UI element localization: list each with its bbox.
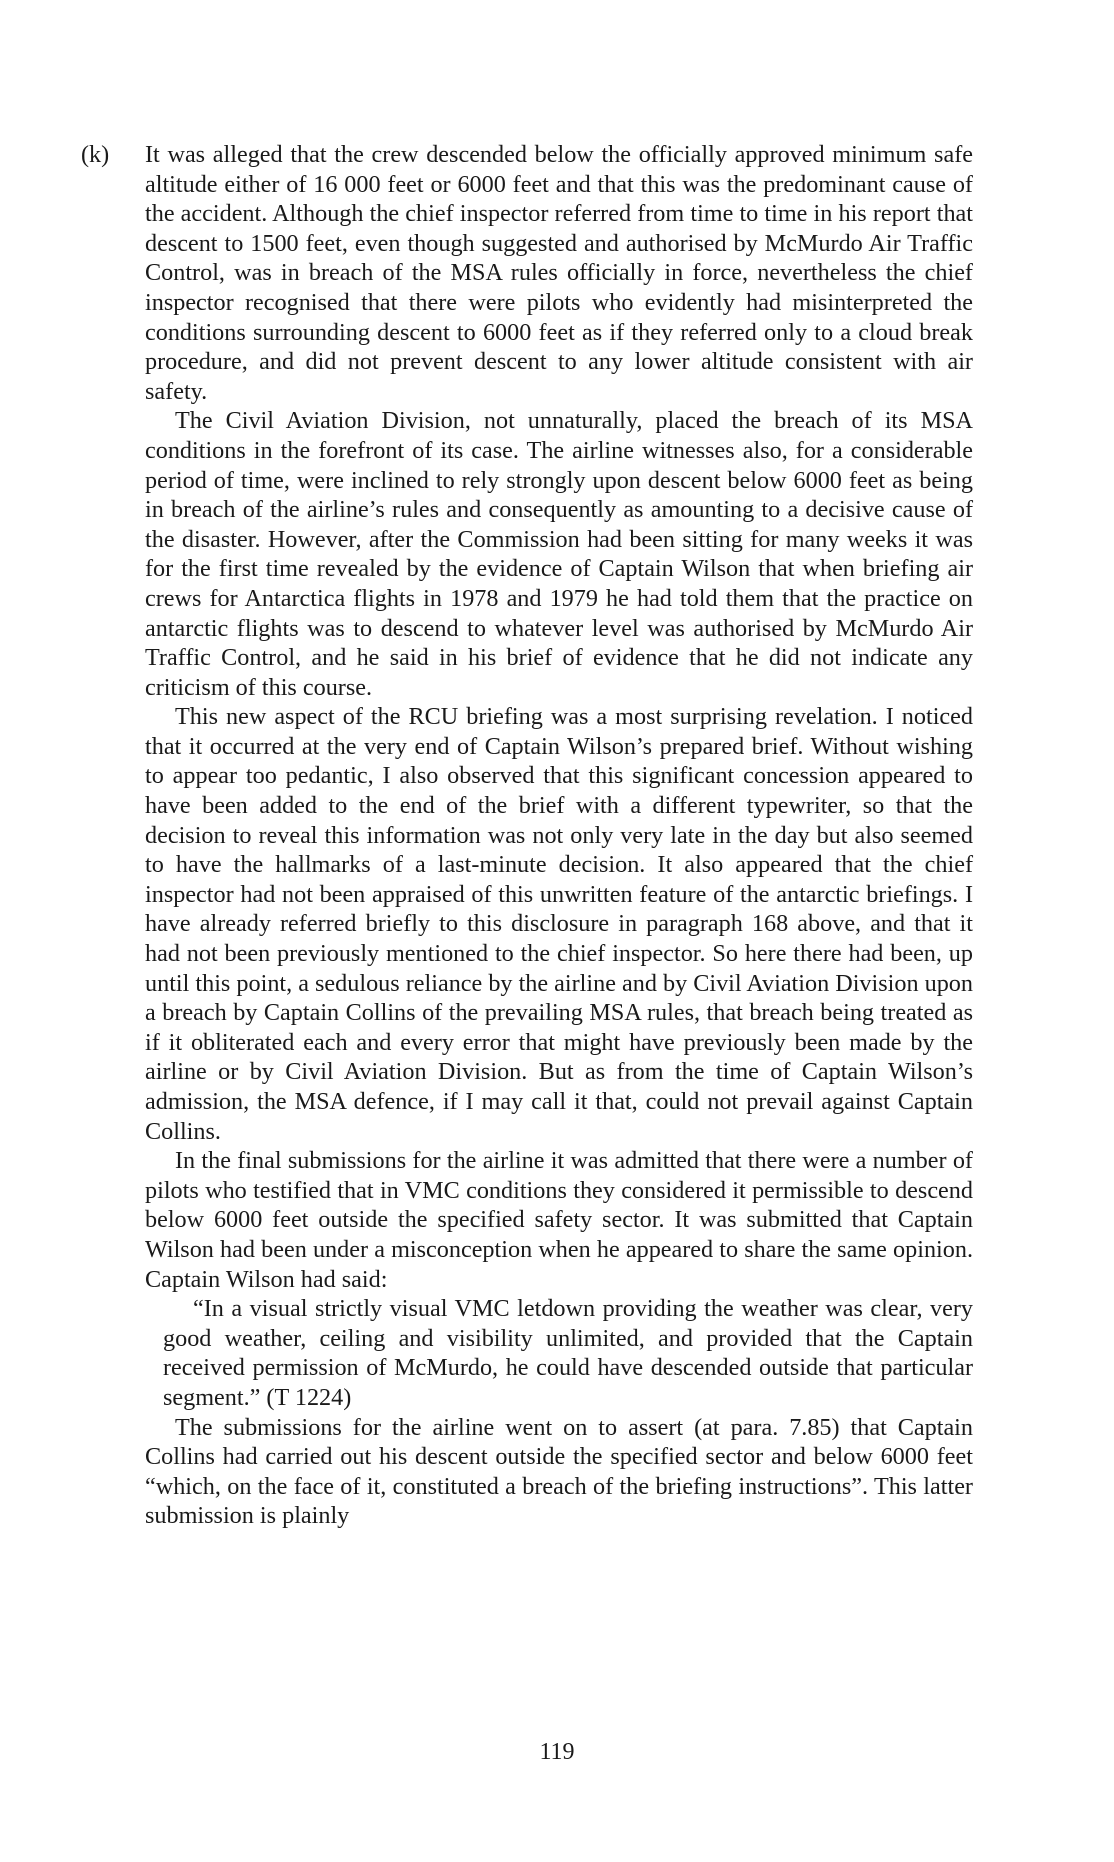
page-number: 119 [539, 1739, 575, 1765]
item-label: (k) [81, 141, 110, 168]
paragraph-1: It was alleged that the crew descended below the officially approved minimum safe altitude either of 16 000 feet or 6000 feet and that this was the predominant cause of the accident. Although the chief inspector referred from time to time in his report that descent to 1500 feet, even though suggested and authorised by McMurdo Air Traffic Control, was in breach of the MSA rules officially in force, nevertheless the chief inspector recognised that there were pilots who evidently had misinterpreted the conditions surrounding descent to 6000 feet as if they referred only to a cloud break procedure, and did not prevent descent to any lower altitude consistent with air safety. [145, 141, 973, 405]
list-item-k [81, 140, 973, 406]
paragraph-4: In the final submissions for the airline it was admitted that there were a number of pilots who testified that in VMC conditions they considered it permissible to descend below 6000 feet outside the specified safety sector. It was submitted that Captain Wilson had been under a misconception when he appeared to share the same opinion. Captain Wilson had said: [145, 1147, 973, 1293]
paragraph-2: The Civil Aviation Division, not unnaturally, placed the breach of its MSA conditions in the forefront of its case. The airline witnesses also, for a considerable period of time, were inclined to rely strongly upon descent below 6000 feet as being in breach of the airline’s rules and consequently as amounting to a decisive cause of the disaster. However, after the Commission had been sitting for many weeks it was for the first time revealed by the evidence of Captain Wilson that when briefing air crews for Antarctica flights in 1978 and 1979 he had told them that the practice on antarctic flights was to descend to whatever level was authorised by McMurdo Air Traffic Control, and he said in his brief of evidence that he did not indicate any criticism of this course. [145, 407, 973, 701]
block-quote: “In a visual strictly visual VMC letdown providing the weather was clear, very good weather, ceiling and visibility unlimited, and provided that the Captain received permission of McMurdo, he could have descended outside that particular segment.” (T 1224) [163, 1295, 973, 1411]
paragraph-3: This new aspect of the RCU briefing was a most surprising revelation. I noticed that it occurred at the very end of Captain Wilson’s prepared brief. Without wishing to appear too pedantic, I also observed that this significant concession appeared to have been added to the end of the brief with a different typewriter, so that the decision to reveal this information was not only very late in the day but also seemed to have the hallmarks of a last-minute decision. It also appeared that the chief inspector had not been appraised of this unwritten feature of the antarctic briefings. I have already referred briefly to this disclosure in paragraph 168 above, and that it had not been previously mentioned to the chief inspector. So here there had been, up until this point, a sedulous reliance by the airline and by Civil Aviation Division upon a breach by Captain Collins of the prevailing MSA rules, that breach being treated as if it obliterated each and every error that might have previously been made by the airline or by Civil Aviation Division. But as from the time of Captain Wilson’s admission, the MSA defence, if I may call it that, could not prevail against Captain Collins. [145, 703, 973, 1145]
closing-paragraph: The submissions for the airline went on to assert (at para. 7.85) that Captain Collins had carried out his descent outside the specified sector and below 6000 feet “which, on the face of it, constituted a breach of the briefing instructions”. This latter submission is plainly [145, 1413, 973, 1530]
body-text [81, 140, 973, 1531]
